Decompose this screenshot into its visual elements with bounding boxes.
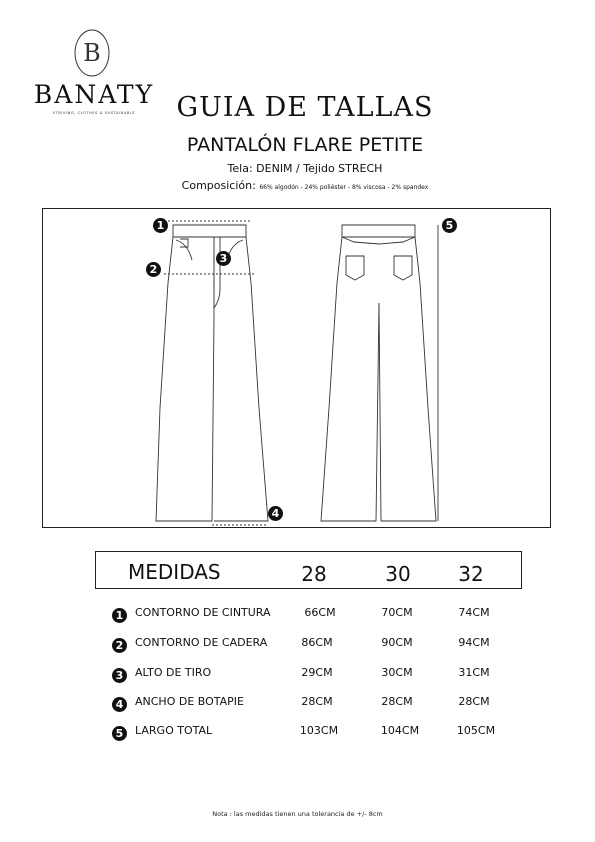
value-size-28: 66CM (304, 606, 336, 619)
row-number-badge: 5 (112, 726, 127, 741)
back-pocket-left (346, 256, 364, 280)
fabric-info: Tela: DENIM / Tejido STRECH (227, 162, 383, 175)
product-subtitle: PANTALÓN FLARE PETITE (186, 134, 424, 156)
tolerance-note: Nota : las medidas tienen una tolerancia de +/- 8cm (212, 810, 383, 818)
row-number-badge: 3 (112, 668, 127, 683)
diagram-marker-3: 3 (216, 251, 231, 266)
value-size-32: 74CM (458, 606, 490, 619)
size-header-32: 32 (458, 562, 484, 586)
value-size-32: 94CM (458, 636, 490, 649)
value-size-32: 28CM (458, 695, 490, 708)
row-label: CONTORNO DE CADERA (135, 636, 268, 649)
brand-name: BANATY (33, 80, 155, 109)
value-size-30: 28CM (381, 695, 413, 708)
table-row (112, 693, 532, 711)
measurements-header-label: MEDIDAS (128, 560, 221, 584)
row-label: CONTORNO DE CINTURA (135, 606, 271, 619)
diagram-marker-4: 4 (268, 506, 283, 521)
table-row (112, 722, 532, 740)
pants-technical-drawing (42, 208, 551, 528)
table-row (112, 664, 532, 682)
row-number-badge: 2 (112, 638, 127, 653)
diagram-marker-1: 1 (153, 218, 168, 233)
composition-detail: 66% algodón - 24% poliéster - 8% viscosa - 2% spandex (259, 184, 429, 191)
front-fly (214, 237, 220, 318)
front-left-leg (156, 237, 214, 521)
monogram-letter: B (83, 39, 101, 67)
back-right-leg (379, 237, 436, 521)
back-yoke (342, 237, 415, 244)
front-pocket-left (176, 240, 192, 260)
table-row (112, 604, 532, 622)
front-waistband (173, 225, 246, 237)
row-label: ANCHO DE BOTAPIE (135, 695, 245, 708)
page-title: GUIA DE TALLAS (176, 92, 434, 123)
back-left-leg (321, 237, 379, 521)
value-size-32: 105CM (456, 724, 496, 737)
front-right-leg (214, 237, 268, 521)
value-size-30: 70CM (381, 606, 413, 619)
value-size-30: 104CM (380, 724, 420, 737)
value-size-32: 31CM (458, 666, 490, 679)
value-size-30: 90CM (381, 636, 413, 649)
row-number-badge: 1 (112, 608, 127, 623)
value-size-28: 86CM (301, 636, 333, 649)
composition-info (150, 179, 460, 192)
value-size-30: 30CM (381, 666, 413, 679)
diagram-marker-2: 2 (146, 262, 161, 277)
value-size-28: 29CM (301, 666, 333, 679)
value-size-28: 103CM (299, 724, 339, 737)
back-pocket-right (394, 256, 412, 280)
composition-label: Composición: (181, 179, 256, 192)
brand-monogram-logo (73, 28, 111, 78)
row-number-badge: 4 (112, 697, 127, 712)
brand-tagline: STRIVING, CLOTHES & SUSTAINABLE (52, 111, 136, 115)
diagram-marker-5: 5 (442, 218, 457, 233)
table-row (112, 634, 532, 652)
back-waistband (342, 225, 415, 237)
row-label: LARGO TOTAL (135, 724, 213, 737)
row-label: ALTO DE TIRO (135, 666, 212, 679)
size-header-28: 28 (301, 562, 327, 586)
value-size-28: 28CM (301, 695, 333, 708)
size-header-30: 30 (385, 562, 411, 586)
